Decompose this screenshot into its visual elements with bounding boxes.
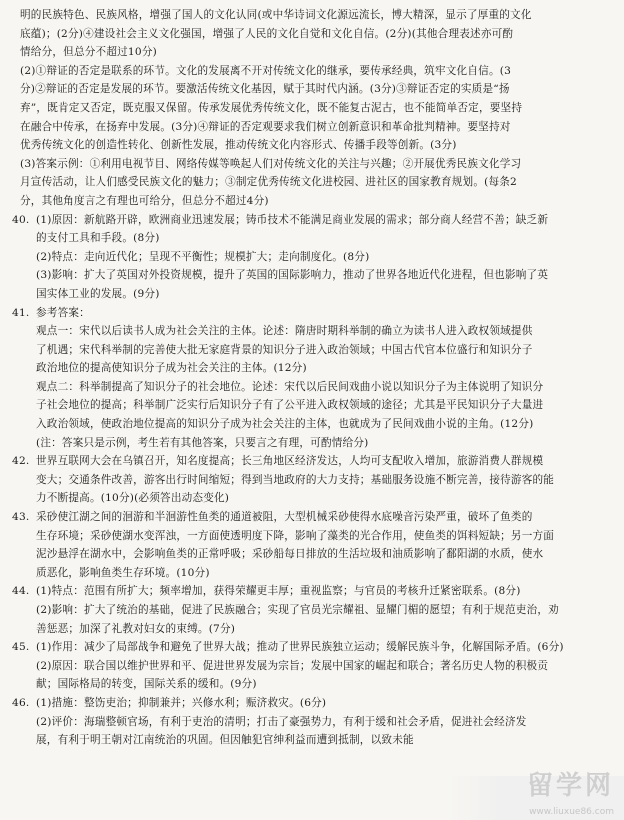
text-line [12,452,610,471]
answer-text: 明的民族特色、民族风格，增强了国人的文化认同(或中华诗词文化源远流长，博大精深，显示了厚重的文化 [20,9,532,21]
answer-text: (2)评价：海瑞整顿官场，有利于吏治的清明；打击了豪强势力，有利于缓和社会矛盾，促进社会经济发 [36,715,527,728]
text-line [12,620,610,639]
watermark-logo [446,771,624,820]
answer-text: 善惩恶；加深了礼教对妇女的束缚。(7分) [36,622,236,635]
answer-text: (1)特点：范围有所扩大；频率增加，获得荣耀更丰厚；重视监察；与官员的考核升迁紧密联系。(8分) [36,585,521,598]
answer-text: (2)特点：走向近代化；呈现不平衡性；规模扩大；走向制度化。(8分) [36,250,370,263]
text-line [12,713,610,732]
text-line [12,248,610,267]
text-line [12,211,610,230]
watermark-url: www.liuxue86.com [529,807,614,817]
answer-text: 月宣传活动，让人们感受民族文化的魅力；③制定优秀传统文化进校园、进社区的国家教育规划。(每条2 [20,176,517,189]
text-line [12,341,610,360]
answer-text: 分)②辩证的否定是发展的环节。要激活传统文化基因，赋于其时代内涵。(3分)③辩证否定的实质是“扬 [20,83,510,96]
question-number: 46. [12,696,30,709]
text-line [12,601,610,620]
answer-text: 底蕴)；(2分)④建设社会主义文化强国，增强了人民的文化自觉和文化自信。(2分)(其他合理表述亦可酌 [20,27,514,40]
text-line [12,378,610,397]
text-line [12,638,610,657]
answer-text: (3)影响：扩大了英国对外投资规模，提升了英国的国际影响力，推动了世界各地近代化进程，但也影响了英 [36,269,549,282]
answer-text: 观点二：科举制提高了知识分子的社会地位。论述：宋代以后民间戏曲小说以知识分子为主体说明了知识分 [36,380,544,393]
text-line [12,266,610,285]
text-line [12,508,610,527]
text-line [12,192,610,211]
answer-text: 观点一：宋代以后读书人成为社会关注的主体。论述：隋唐时期科举制的确立为读书人进入政权领域提供 [36,325,533,338]
answer-text: 变大；交通条件改善，游客出行时间缩短；得到当地政府的大力支持；基础服务设施不断完善，接待游客的能 [36,473,555,486]
text-line [12,229,610,248]
answer-text: 了机遇；宋代科举制的完善使大批无家庭背景的知识分子进入政治领域；中国古代官本位盛行和知识分子 [36,343,533,356]
text-line [12,99,610,118]
text-line [12,657,610,676]
answer-text: (3)答案示例：①利用电视节目、网络传媒等唤起人们对传统文化的关注与兴趣；②开展优秀民族文化学习 [20,157,522,170]
text-line [12,675,610,694]
text-line [12,155,610,174]
text-line [12,25,610,44]
question-number: 44. [12,585,30,598]
text-line [12,434,610,453]
answer-text: 国实体工业的发展。(9分) [36,287,160,300]
answer-text: (1)作用：减少了局部战争和避免了世界大战；推动了世界民族独立运动；缓解民族斗争，化解国际矛盾。(6分) [36,641,564,654]
text-line [12,304,610,323]
answer-text: (2)影响：扩大了统治的基础，促进了民族融合；实现了官员光宗耀祖、显耀门楣的愿望；有利于规范吏治，劝 [36,604,559,616]
text-line [12,43,610,62]
answer-text: (2)原因：联合国以维护世界和平、促进世界发展为宗旨；发展中国家的崛起和联合；著名历史人物的积极贡 [36,659,549,672]
answer-text: 质恶化，影响鱼类生存环境。(10分) [36,566,210,579]
question-number: 43. [12,511,30,524]
text-line [12,322,610,341]
text-line [12,582,610,601]
text-line [12,731,610,750]
text-line [12,415,610,434]
text-line [12,173,610,192]
answer-text: 生存环境；采砂使湖水变浑浊，一方面使透明度下降，影响了藻类的光合作用，使鱼类的饵料短缺；另一方面 [36,529,555,542]
answer-text: 展，有利于明王朝对江南统治的巩固。但因触犯官绅利益而遭到抵制，以致未能 [36,734,414,747]
answer-text: 力不断提高。(10分)(必须答出动态变化) [36,492,230,505]
answer-text: 入政治领域，使政治地位提高的知识分子成为社会关注的主体，也就成为了民间戏曲小说的主角。(12分) [36,418,534,431]
answer-text: (1)原因：新航路开辟，欧洲商业迅速发展；铸币技术不能满足商业发展的需求；部分商人经营不善；缺乏新 [36,213,549,226]
text-line [12,285,610,304]
answer-text: 子社会地位的提高；科举制广泛实行后知识分子有了公平进入政权领域的途径；尤其是平民知识分子大量进 [36,399,544,412]
text-line [12,564,610,583]
answer-text: 情给分，但总分不超过10分) [20,46,157,59]
answer-text: 献；国际格局的转变，国际关系的缓和。(9分) [36,678,257,691]
watermark-title: 留学网 [526,771,614,801]
text-line [12,80,610,99]
text-line [12,396,610,415]
text-line [12,6,610,25]
question-number: 42. [12,455,30,468]
text-line [12,62,610,81]
text-line [12,489,610,508]
answer-text: 优秀传统文化的创造性转化、创新性发展，推动传统文化内容形式、传播手段等创新。(3分) [20,139,457,152]
answer-text: 在融合中传承，在扬弃中发展。(3分)④辩证的否定观要求我们树立创新意识和革命批判精神。要坚持对 [20,120,511,133]
text-line [12,545,610,564]
text-line [12,694,610,713]
text-line [12,359,610,378]
answer-text: (2)①辩证的否定是联系的环节。文化的发展离不开对传统文化的继承，要传承经典，筑牢文化自信。(3 [20,64,512,77]
answer-text: 政治地位的提高使知识分子成为社会关注的主体。(12分) [36,362,307,375]
answer-text: 世界互联网大会在乌镇召开，知名度提高；长三角地区经济发达，人均可支配收入增加，旅游消费人群规模 [36,455,544,468]
answer-text: 参考答案： [36,306,90,319]
question-number: 40. [12,213,30,226]
answer-text: (1)措施：整饬吏治；抑制兼并；兴修水利；赈济救灾。(6分) [36,696,327,709]
text-line [12,471,610,490]
answer-text: 分，其他角度言之有理也可给分，但总分不超过4分) [20,194,269,207]
text-line [12,527,610,546]
question-number: 45. [12,641,30,654]
text-line [12,118,610,137]
question-number: 41. [12,306,30,319]
answer-text: 泥沙悬浮在湖水中，会影响鱼类的正常呼吸；采砂船每日排放的生活垃圾和油质影响了鄱阳湖的水质，使水 [36,548,544,561]
answer-text: 弃”，既肯定又否定，既克服又保留。传承发展优秀传统文化，既不能复古泥古，也不能简单否定，要坚持 [20,101,523,114]
answer-text: 的支付工具和手段。(8分) [36,232,160,245]
text-line [12,136,610,155]
answer-text: (注：答案只是示例，考生若有其他答案，只要言之有理，可酌情给分) [36,436,369,449]
answer-text: 采砂使江湖之间的洄游和半洄游性鱼类的通道被阻，大型机械采砂使得水底噪音污染严重，破坏了鱼类的 [36,511,533,524]
